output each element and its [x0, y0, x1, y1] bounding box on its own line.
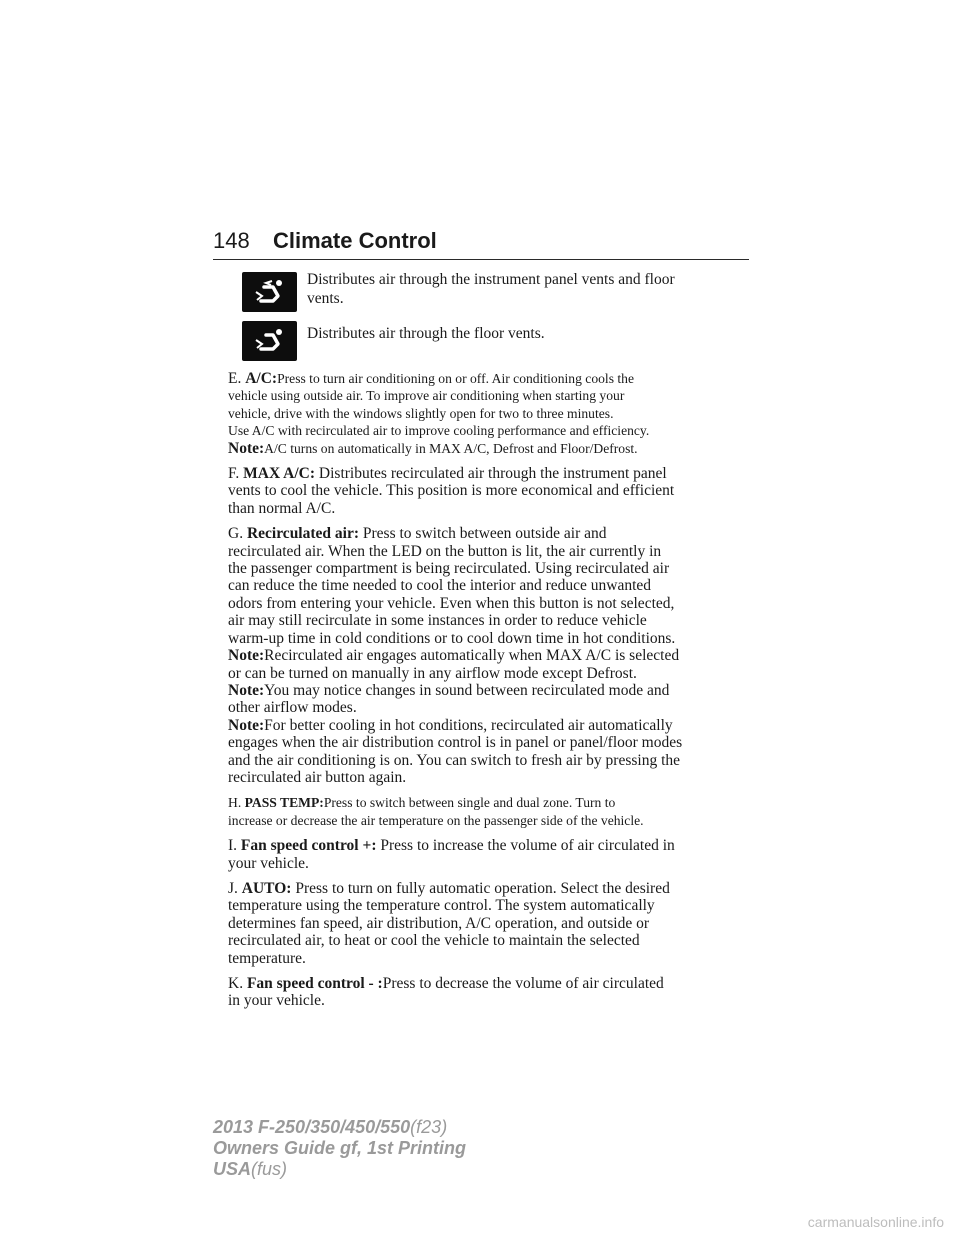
text-line: temperature.: [228, 949, 306, 967]
item-label: Fan speed control - :: [246, 975, 383, 992]
text-line: can reduce the time needed to cool the interior and reduce unwanted: [228, 577, 652, 595]
text-line: warm-up time in cold conditions or to cool down time in hot conditions.: [228, 629, 676, 647]
text-line: Press to switch between single and dual zone. Turn to: [323, 795, 616, 811]
text-line: recirculated air, to heat or cool the vehicle to maintain the selected: [228, 932, 640, 950]
text-line: air may still recirculate in some instances in order to reduce vehicle: [228, 612, 647, 630]
note-text: Recirculated air engages automatically when MAX A/C is selected: [264, 647, 680, 665]
text-line: determines fan speed, air distribution, A/C operation, and outside or: [228, 914, 649, 932]
note-text: For better cooling in hot conditions, recirculated air automatically: [264, 716, 673, 734]
text-line: odors from entering your vehicle. Even when this button is not selected,: [228, 594, 675, 612]
footer-model: 2013 F-250/350/450/550: [213, 1117, 411, 1137]
item-label: AUTO:: [241, 879, 292, 897]
icon-description: Distributes air through the floor vents.: [307, 325, 545, 342]
item-letter: K.: [228, 975, 244, 992]
item-letter: G.: [228, 525, 244, 543]
text-line: in your vehicle.: [228, 992, 325, 1010]
item-letter: J.: [228, 879, 238, 897]
item-label: PASS TEMP:: [244, 795, 324, 811]
item-label: Recirculated air:: [246, 525, 360, 543]
text-line: the passenger compartment is being recirculated. Using recirculated air: [228, 560, 670, 578]
text-line: Use A/C with recirculated air to improve cooling performance and efficiency.: [228, 423, 650, 439]
header-divider: [213, 259, 749, 260]
page-header: [213, 228, 749, 260]
icon-description: [307, 270, 727, 308]
item-j: [228, 880, 752, 967]
section-title: Climate Control: [273, 228, 437, 253]
print-footer: [213, 1117, 466, 1180]
item-letter: E.: [228, 370, 242, 387]
text-line: and the air conditioning is on. You can switch to fresh air by pressing the: [228, 751, 681, 769]
item-label: A/C:: [245, 370, 278, 387]
note-text: You may notice changes in sound between recirculated mode and: [264, 681, 670, 699]
text-line: vents.: [307, 290, 344, 307]
note-label: Note:: [228, 716, 265, 734]
item-h: [228, 794, 752, 829]
item-letter: I.: [228, 837, 238, 855]
note-label: Note:: [228, 681, 265, 699]
body-text: [228, 370, 752, 1010]
text-line: recirculated air. When the LED on the button is lit, the air currently in: [228, 542, 662, 560]
text-line: Distributes recirculated air through the instrument panel: [318, 465, 667, 483]
item-label: MAX A/C:: [243, 465, 316, 483]
note-label: Note:: [228, 647, 265, 665]
item-f: [228, 465, 752, 517]
text-line: or can be turned on manually in any airflow mode except Defrost.: [228, 664, 637, 682]
footer-guide: Owners Guide gf, 1st Printing: [213, 1138, 467, 1158]
item-k: [228, 975, 752, 1010]
text-line: Press to turn on fully automatic operation. Select the desired: [295, 879, 670, 897]
text-line: Press to decrease the volume of air circulated: [382, 975, 664, 992]
item-label: Fan speed control +:: [240, 837, 377, 855]
text-line: engages when the air distribution control is in panel or panel/floor modes: [228, 734, 683, 752]
text-line: increase or decrease the air temperature on the passenger side of the vehicle.: [228, 812, 644, 828]
item-e: [228, 370, 752, 457]
text-line: your vehicle.: [228, 854, 309, 872]
text-line: Distributes air through the instrument panel vents and floor: [307, 271, 675, 288]
floor-airflow-icon: [242, 321, 297, 361]
item-letter: H.: [228, 795, 242, 811]
panel-floor-airflow-icon: [242, 272, 297, 312]
text-line: vehicle using outside air. To improve air conditioning when starting your: [228, 388, 625, 404]
text-line: temperature using the temperature control. The system automatically: [228, 897, 655, 915]
note-label: Note:: [228, 439, 265, 457]
watermark: carmanualsonline.info: [807, 1214, 944, 1230]
footer-region-code: (fus): [251, 1159, 288, 1179]
text-line: vehicle, drive with the windows slightly open for two to three minutes.: [228, 405, 614, 421]
note-text: A/C turns on automatically in MAX A/C, Defrost and Floor/Defrost.: [264, 440, 638, 456]
text-line: recirculated air button again.: [228, 768, 407, 786]
item-g: [228, 525, 752, 786]
item-i: [228, 837, 752, 872]
footer-region: USA: [213, 1159, 252, 1179]
text-line: vents to cool the vehicle. This position is more economical and efficient: [228, 482, 675, 500]
item-letter: F.: [228, 465, 240, 483]
text-line: Press to switch between outside air and: [362, 525, 607, 543]
text-line: Press to turn air conditioning on or off. Air conditioning cools the: [277, 371, 634, 386]
text-line: other airflow modes.: [228, 699, 357, 717]
page-number: 148: [213, 228, 250, 253]
footer-code: (f23): [410, 1117, 448, 1137]
text-line: than normal A/C.: [228, 499, 336, 517]
text-line: Press to increase the volume of air circulated in: [380, 837, 675, 855]
